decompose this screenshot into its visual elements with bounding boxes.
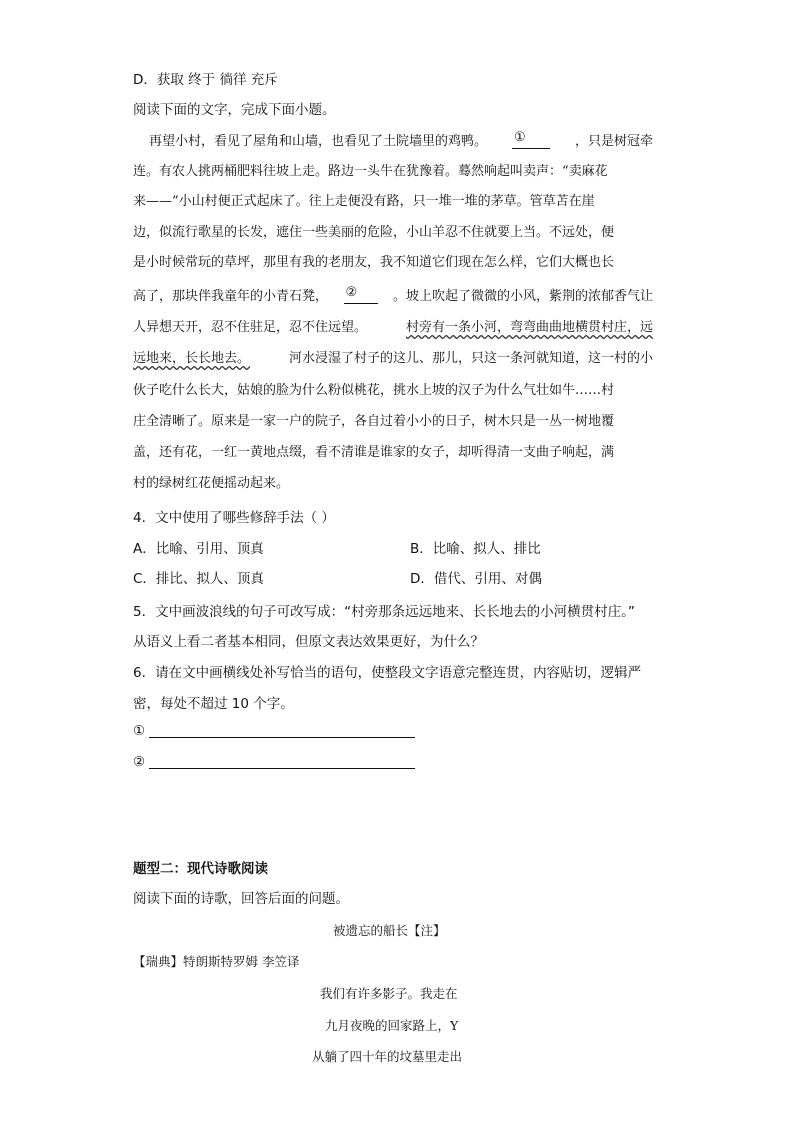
q4-option-b: B．比喻、拟人、排比 (410, 541, 541, 557)
poem-line: 从躺了四十年的坟墓里走出 (312, 1049, 463, 1064)
passage-line: 庄全清晰了。原来是一家一户的院子，各自过着小小的日子，树木只是一丛一树地覆 (133, 414, 615, 429)
q4-option-a: A．比喻、引用、顶真 (133, 541, 264, 557)
passage-text: 。坡上吹起了微微的小风，紫荆的浓郁香气让 (392, 289, 653, 304)
q4-option-d: D．借代、引用、对偶 (410, 571, 542, 587)
section1-instruction: 阅读下面的文字，完成下面小题。 (133, 102, 336, 118)
answer-line-1 (133, 723, 145, 739)
passage-line: 边，似流行歌星的长发，遮住一些美丽的危险，小山羊忍不住就要上当。不远处，便 (133, 225, 615, 240)
passage-line (149, 130, 653, 149)
answer-line-2 (133, 754, 145, 770)
passage-line: 盖，还有花，一红一黄地点缀，看不清谁是谁家的女子，却听得清一支曲子响起，满 (133, 445, 615, 460)
passage-line: 连。有农人挑两桶肥料往坡上走。路边一头牛在犹豫着。蓦然响起叫卖声：“卖麻花 (133, 164, 608, 179)
passage-line (133, 316, 653, 335)
question-5-line2: 从语义上看二者基本相同，但原文表达效果更好，为什么？ (133, 634, 484, 650)
wavy-underlined-sentence: 村旁有一条小河，弯弯曲曲地横贯村庄，远 (405, 320, 653, 335)
passage-line: 来——”小山村便正式起床了。往上走便没有路，只一堆一堆的茅草。管草苫在崖 (133, 194, 595, 209)
passage-text: 高了，那块伴我童年的小青石凳， (133, 289, 329, 304)
wavy-underlined-sentence: 远地来，长长地去。 (133, 351, 251, 366)
passage-line (133, 347, 653, 366)
passage-line: 是小时候常玩的草坪，那里有我的老朋友，我不知道它们现在怎么样，它们大概也长 (133, 255, 615, 270)
poem-author: 【瑞典】特朗斯特罗姆 李笠译 (133, 954, 300, 969)
question-5-line1: 5．文中画波浪线的句子可改写成：“村旁那条远远地来、长长地去的小河横贯村庄。” (133, 604, 635, 620)
fill-blank-1: ① (512, 130, 550, 149)
poem-title: 被遗忘的船长【注】 (333, 923, 446, 938)
passage-text: 河水浸湿了村子的这儿、那儿，只这一条河就知道，这一村的小 (288, 351, 653, 366)
section2-title: 题型二：现代诗歌阅读 (133, 861, 268, 877)
poem-line: 九月夜晚的回家路上，Y (325, 1018, 459, 1033)
q4-option-c: C．排比、拟人、顶真 (133, 571, 264, 587)
question-6-line2: 密，每处不超过 10 个字。 (133, 696, 294, 712)
answer-marker: ① (133, 723, 146, 739)
answer-marker: ② (133, 754, 146, 770)
answer-rule (149, 768, 415, 769)
section2-instruction: 阅读下面的诗歌，回答后面的问题。 (133, 891, 349, 907)
passage-line: 村的绿树红花便摇动起来。 (133, 476, 290, 491)
passage-text: ，只是树冠牵 (574, 134, 653, 149)
passage-line (133, 285, 653, 304)
passage-line: 伙子吃什么长大，姑娘的脸为什么粉似桃花，挑水上坡的汉子为什么气壮如牛……村 (133, 383, 615, 398)
fill-blank-2: ② (344, 285, 378, 304)
answer-rule (149, 737, 415, 738)
question-4-stem: 4．文中使用了哪些修辞手法（ ） (133, 510, 335, 526)
passage-text: 再望小村，看见了屋角和山墙，也看见了土院墙里的鸡鸭。 (149, 134, 488, 149)
passage-text: 人异想天开，忍不住驻足，忍不住远望。 (133, 320, 368, 335)
previous-option-d: D．获取 终于 徜徉 充斥 (133, 72, 278, 88)
poem-line: 我们有许多影子。我走在 (320, 986, 458, 1001)
question-6-line1: 6．请在文中画横线处补写恰当的语句，使整段文字语意完整连贯，内容贴切，逻辑严 (133, 665, 642, 681)
